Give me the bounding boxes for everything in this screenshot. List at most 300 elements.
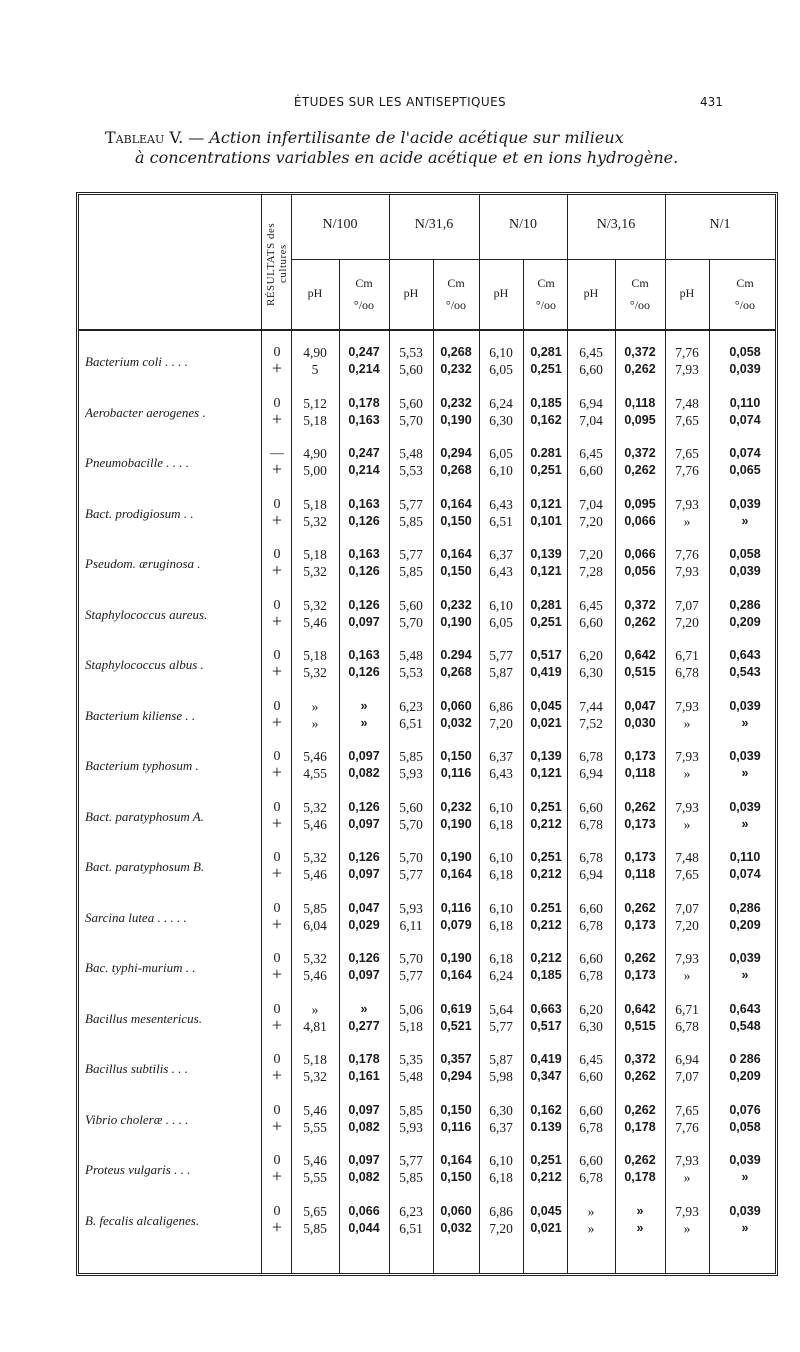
cm-value: 0,251 — [530, 463, 562, 477]
cm-value: 0,139 — [530, 547, 562, 561]
ph-value: » — [683, 715, 691, 731]
cm-value: 0,065 — [729, 463, 761, 477]
ph-value: 5,87 — [489, 1052, 513, 1067]
ph-value: 6,94 — [579, 867, 603, 882]
result-first: 0 — [273, 395, 281, 411]
ph-value: 5,60 — [399, 597, 423, 613]
ph-value: » — [311, 1001, 319, 1017]
cm-value: 0,212 — [530, 1170, 562, 1184]
ph-value: 6,45 — [579, 345, 603, 360]
cm-value: 0,126 — [348, 799, 380, 814]
cm-value: » — [360, 1001, 368, 1016]
organism-name: Aerobacter aerogenes . — [85, 404, 206, 420]
cm-value: 0,173 — [624, 850, 656, 864]
ph-value: 6,10 — [489, 1153, 513, 1168]
cm-value: 0,164 — [440, 867, 472, 881]
cm-value: 0,173 — [624, 816, 656, 831]
table-row — [79, 998, 775, 1044]
table-row — [79, 1048, 775, 1094]
ph-value: 6,45 — [579, 597, 603, 613]
cm-value: 0,173 — [624, 968, 656, 982]
ph-value: 6,60 — [579, 362, 603, 377]
cm-value: 0,209 — [729, 614, 761, 629]
cm-value: 0,294 — [440, 1069, 472, 1083]
ph-value: 5,93 — [399, 766, 423, 781]
cm-value: 0,643 — [729, 648, 761, 662]
cm-value: 0,212 — [530, 917, 562, 932]
cm-value: 0,372 — [624, 345, 656, 359]
cm-value: 0,262 — [624, 1153, 656, 1167]
ph-value: 5,46 — [303, 749, 327, 764]
organism-name: B. fecalis alcaligenes. — [85, 1212, 200, 1228]
ph-value: 6,60 — [579, 1069, 603, 1084]
ph-value: 5,48 — [399, 648, 423, 663]
ph-value: 5,70 — [399, 412, 423, 428]
ph-value: 7,20 — [489, 1220, 513, 1236]
organism-name: Bact. prodigiosum . . — [85, 505, 194, 521]
organism-name: Bacterium typhosum . — [85, 758, 199, 773]
organism-name: Bacterium kiliense . . — [85, 707, 196, 723]
cm-value: 0,543 — [729, 665, 761, 679]
cm-value: 0,116 — [440, 1119, 472, 1134]
cm-value: 0,185 — [530, 968, 562, 982]
ph-value: 4,55 — [303, 766, 327, 781]
cm-value: 0,277 — [348, 1018, 380, 1033]
ph-value: 7,20 — [489, 715, 513, 731]
ph-value: 7,48 — [675, 395, 699, 411]
cm-value: 0,060 — [440, 1203, 472, 1218]
cm-value: 0,357 — [440, 1052, 472, 1066]
cm-value: 0,163 — [348, 412, 380, 427]
cm-value: 0,262 — [624, 614, 656, 629]
ph-value: 5,18 — [303, 412, 327, 428]
ph-value: 6,18 — [489, 867, 513, 882]
caption-line-2: à concentrations variables en acide acétique et en ions hydrogène. — [135, 148, 679, 167]
result-first: 0 — [273, 1102, 281, 1118]
cm-value: 0,517 — [530, 1018, 562, 1033]
cm-value: 0,121 — [530, 496, 562, 511]
cm-value: 0,044 — [348, 1220, 380, 1235]
ph-value: 5,87 — [489, 665, 513, 680]
result-second: + — [271, 408, 283, 429]
cm-value: 0,045 — [530, 1203, 562, 1218]
ph-value: 5,32 — [303, 799, 327, 815]
ph-value: 6,60 — [579, 799, 603, 815]
cm-value: 0,076 — [729, 1102, 761, 1117]
ph-value: 5,60 — [399, 799, 423, 815]
cm-value: 0,066 — [624, 547, 656, 561]
ph-value: 6,23 — [399, 1203, 423, 1219]
ph-value: 7,04 — [579, 496, 603, 512]
ph-value: 5,32 — [303, 597, 327, 613]
ph-value: 7,93 — [675, 951, 699, 966]
ph-value: 6,43 — [489, 564, 513, 579]
cm-value: 0,262 — [624, 362, 656, 376]
cm-value: 0,209 — [729, 1069, 761, 1083]
cm-value: 0,294 — [440, 446, 472, 460]
ph-value: 5,35 — [399, 1052, 423, 1067]
cm-value: 0,521 — [440, 1018, 472, 1033]
cm-value: 0,642 — [624, 648, 656, 662]
cm-value: 0,251 — [530, 362, 562, 376]
cm-value: 0,214 — [348, 463, 380, 477]
result-first: 0 — [273, 900, 281, 916]
cm-value: 0.139 — [530, 1119, 562, 1134]
ph-subheader: pH — [583, 286, 599, 300]
cm-value: 0,060 — [440, 698, 472, 713]
cm-value: 0,251 — [530, 799, 562, 814]
cm-value: » — [741, 715, 749, 730]
ph-value: 6,43 — [489, 766, 513, 781]
cm-value: 0.294 — [440, 648, 472, 662]
cm-value: 0,126 — [348, 665, 380, 679]
ph-value: 7,65 — [675, 867, 699, 882]
cm-value: » — [360, 715, 368, 730]
table-row — [79, 543, 775, 589]
ph-value: 7,28 — [579, 564, 603, 579]
ph-value: 5,18 — [303, 1052, 327, 1067]
ph-value: 6,86 — [489, 1203, 513, 1219]
cm-value: 0.281 — [530, 446, 562, 460]
ph-value: 6,71 — [675, 1001, 699, 1017]
ph-value: 6,94 — [675, 1052, 699, 1067]
ph-value: 6,51 — [399, 715, 423, 731]
cm-value: 0,190 — [440, 951, 472, 965]
cm-value: 0,232 — [440, 799, 472, 814]
cm-value: 0,262 — [624, 799, 656, 814]
ph-value: 6,05 — [489, 614, 513, 630]
result-second: + — [271, 863, 283, 883]
ph-value: 6,10 — [489, 463, 513, 478]
table-row — [79, 493, 775, 539]
ph-value: 7,76 — [675, 1119, 699, 1135]
cm-value: 0,251 — [530, 1153, 562, 1167]
cm-value: 0,164 — [440, 1153, 472, 1167]
ph-value: 6,78 — [579, 850, 603, 865]
ph-value: 5,00 — [303, 463, 327, 478]
cm-value: 0,097 — [348, 1153, 380, 1167]
ph-value: 5,32 — [303, 850, 327, 865]
cm-value: 0,074 — [729, 446, 761, 460]
ph-value: 7,76 — [675, 463, 699, 478]
ph-value: 4,90 — [303, 446, 327, 461]
table-row — [79, 1099, 775, 1145]
cm-value: 0 286 — [729, 1052, 761, 1066]
ph-value: 5,53 — [399, 345, 423, 360]
ph-value: 6,78 — [675, 1018, 699, 1034]
ph-value: 7,07 — [675, 900, 699, 916]
ph-value: 5,77 — [399, 1153, 423, 1168]
ph-value: 7,65 — [675, 1102, 699, 1118]
ph-value: 5,18 — [303, 496, 327, 512]
result-second: + — [271, 610, 283, 631]
cm-value: 0,212 — [530, 867, 562, 881]
ph-subheader: pH — [493, 286, 509, 300]
cm-value: 0,039 — [729, 564, 761, 578]
result-first: 0 — [273, 951, 281, 966]
ph-value: 7,07 — [675, 597, 699, 613]
organism-name: Proteus vulgaris . . . — [85, 1162, 191, 1177]
ph-value: 5,32 — [303, 665, 327, 680]
cm-value: 0,164 — [440, 496, 472, 511]
cm-subheader — [341, 275, 387, 313]
ph-value: 6,60 — [579, 1102, 603, 1118]
ph-value: 6,60 — [579, 951, 603, 966]
ph-value: » — [683, 968, 691, 983]
ph-value: » — [683, 766, 691, 781]
ph-value: » — [683, 816, 691, 832]
result-first: 0 — [273, 547, 281, 562]
cm-value: 0,247 — [348, 345, 380, 359]
ph-value: 6,60 — [579, 463, 603, 478]
cm-value: 0,251 — [530, 614, 562, 629]
cm-value: 0,095 — [624, 412, 656, 427]
cm-value: » — [741, 1170, 749, 1184]
cm-value: 0,066 — [624, 513, 656, 528]
cm-value: 0,150 — [440, 564, 472, 578]
ph-value: 6,30 — [579, 665, 603, 680]
ph-value: 7,04 — [579, 412, 603, 428]
cm-value: 0,162 — [530, 412, 562, 427]
ph-value: 6,94 — [579, 766, 603, 781]
ph-value: 6,45 — [579, 446, 603, 461]
ph-value: 5,70 — [399, 816, 423, 832]
ph-value: 4,81 — [303, 1018, 327, 1034]
ph-value: 6,23 — [399, 698, 423, 714]
cm-symbol: Cm — [355, 276, 373, 290]
ph-subheader: pH — [679, 286, 695, 300]
page-number: 431 — [700, 95, 723, 109]
cm-symbol: Cm — [736, 276, 754, 290]
ph-value: 5,85 — [399, 1102, 423, 1118]
ph-value: 4,90 — [303, 345, 327, 360]
running-title: ÉTUDES SUR LES ANTISEPTIQUES — [293, 95, 507, 109]
cm-value: » — [741, 513, 749, 528]
cm-value: » — [636, 1203, 644, 1218]
ph-value: 5,32 — [303, 1069, 327, 1084]
ph-value: 6,24 — [489, 968, 513, 983]
rule — [291, 259, 775, 260]
ph-value: 6,11 — [399, 917, 423, 933]
ph-value: 7,44 — [579, 698, 603, 714]
cm-value: 0,097 — [348, 867, 380, 881]
organism-name: Bacterium coli . . . . — [85, 354, 188, 369]
cm-value: 0,517 — [530, 648, 562, 662]
ph-value: 6,37 — [489, 1119, 513, 1135]
group-header-n31-6: N/31,6 — [414, 217, 454, 232]
result-first: 0 — [273, 749, 281, 764]
cm-symbol: Cm — [631, 276, 649, 290]
table-caption — [105, 128, 725, 168]
cm-value: 0,097 — [348, 816, 380, 831]
cm-value: 0,039 — [729, 1153, 761, 1167]
cm-value: 0,110 — [729, 850, 761, 864]
cm-unit: °/oo — [734, 298, 756, 312]
ph-value: 7,76 — [675, 345, 699, 360]
ph-value: 5,85 — [399, 513, 423, 529]
ph-value: 7,48 — [675, 850, 699, 865]
cm-value: 0,150 — [440, 513, 472, 528]
ph-value: 5,85 — [399, 564, 423, 579]
table-row — [79, 392, 775, 438]
results-column-header: RÉSULTATS des cultures — [265, 222, 289, 306]
cm-value: 0,262 — [624, 900, 656, 915]
ph-value: 5,85 — [303, 900, 327, 916]
ph-value: 6,86 — [489, 698, 513, 714]
ph-value: 5,77 — [399, 867, 423, 882]
cm-value: 0,281 — [530, 345, 562, 359]
cm-value: 0,212 — [530, 816, 562, 831]
cm-value: 0,039 — [729, 799, 761, 814]
cm-value: » — [741, 816, 749, 831]
cm-value: 0,058 — [729, 1119, 761, 1134]
cm-value: 0,074 — [729, 867, 761, 881]
page-header — [0, 95, 800, 115]
cm-value: 0,030 — [624, 715, 656, 730]
cm-value: 0,079 — [440, 917, 472, 932]
cm-value: 0,164 — [440, 968, 472, 982]
ph-value: 6,78 — [579, 968, 603, 983]
cm-value: 0,161 — [348, 1069, 380, 1083]
ph-value: 7,20 — [579, 513, 603, 529]
ph-value: 6,43 — [489, 496, 513, 512]
cm-unit: °/oo — [629, 298, 651, 312]
cm-value: 0,039 — [729, 951, 761, 965]
cm-value: » — [741, 968, 749, 982]
organism-name: Vibrio choleræ . . . . — [85, 1111, 189, 1127]
ph-value: 6,60 — [579, 1153, 603, 1168]
ph-value: 6,10 — [489, 345, 513, 360]
cm-value: 0,047 — [348, 900, 380, 915]
result-second: + — [271, 1216, 283, 1237]
ph-value: 5,85 — [399, 749, 423, 764]
ph-value: 6,18 — [489, 1170, 513, 1185]
group-header-n100: N/100 — [322, 217, 358, 232]
group-header-n1: N/1 — [709, 217, 731, 232]
cm-value: 0,082 — [348, 1119, 380, 1134]
cm-symbol: Cm — [537, 276, 555, 290]
cm-value: 0,262 — [624, 463, 656, 477]
ph-value: 6,30 — [489, 1102, 513, 1118]
cm-value: 0,074 — [729, 412, 761, 427]
cm-value: 0,150 — [440, 1170, 472, 1184]
ph-value: » — [683, 1170, 691, 1185]
cm-value: 0,082 — [348, 1170, 380, 1184]
cm-value: 0,663 — [530, 1001, 562, 1016]
cm-value: 0,045 — [530, 698, 562, 713]
ph-value: 5,93 — [399, 900, 423, 916]
cm-value: 0,247 — [348, 446, 380, 460]
ph-value: » — [587, 1203, 595, 1219]
table-row — [79, 644, 775, 690]
ph-value: 5,85 — [399, 1170, 423, 1185]
ph-value: 7,65 — [675, 446, 699, 461]
ph-value: 6,78 — [579, 1170, 603, 1185]
cm-value: 0,116 — [440, 900, 472, 915]
cm-value: » — [741, 1220, 749, 1235]
cm-value: 0,047 — [624, 698, 656, 713]
cm-value: 0,039 — [729, 749, 761, 763]
result-second: + — [271, 1014, 283, 1035]
ph-value: 6,20 — [579, 648, 603, 663]
cm-value: 0,372 — [624, 446, 656, 460]
result-first: 0 — [273, 1052, 281, 1067]
ph-value: » — [587, 1220, 595, 1236]
cm-value: 0,095 — [624, 496, 656, 511]
cm-value: 0,372 — [624, 597, 656, 612]
ph-value: 5,48 — [399, 1069, 423, 1084]
cm-value: 0,097 — [348, 968, 380, 982]
ph-value: 5,53 — [399, 665, 423, 680]
ph-value: 5,77 — [489, 648, 513, 663]
ph-value: 5,32 — [303, 564, 327, 579]
ph-value: 6,78 — [579, 1119, 603, 1135]
cm-value: 0,178 — [348, 1052, 380, 1066]
ph-value: 5 — [311, 362, 319, 377]
cm-value: 0.251 — [530, 900, 562, 915]
ph-value: 5,48 — [399, 446, 423, 461]
cm-value: 0,515 — [624, 665, 656, 679]
result-first: — — [270, 446, 284, 461]
cm-value: 0,643 — [729, 1001, 761, 1016]
cm-value: 0,164 — [440, 547, 472, 561]
result-second: + — [271, 560, 283, 580]
cm-value: 0,101 — [530, 513, 562, 528]
cm-unit: °/oo — [535, 298, 557, 312]
cm-value: 0,039 — [729, 362, 761, 376]
cm-value: 0,029 — [348, 917, 380, 932]
ph-value: 5,60 — [399, 362, 423, 377]
cm-value: 0,173 — [624, 917, 656, 932]
ph-value: 6,78 — [579, 816, 603, 832]
cm-value: 0,286 — [729, 900, 761, 915]
result-second: + — [271, 711, 283, 732]
ph-value: 5,18 — [303, 648, 327, 663]
cm-value: 0,251 — [530, 850, 562, 864]
ph-value: 5,53 — [399, 463, 423, 478]
organism-name: Bact. paratyphosum A. — [85, 808, 204, 824]
ph-value: 5,93 — [399, 1119, 423, 1135]
cm-value: » — [741, 766, 749, 780]
organism-name: Bact. paratyphosum B. — [85, 859, 205, 874]
result-first: 0 — [273, 597, 281, 613]
cm-value: 0,190 — [440, 412, 472, 427]
ph-value: 6,78 — [579, 917, 603, 933]
cm-value: 0,058 — [729, 345, 761, 359]
organism-name: Bacillus subtilis . . . — [85, 1061, 188, 1076]
cm-value: 0,515 — [624, 1018, 656, 1033]
cm-value: 0,178 — [624, 1170, 656, 1184]
cm-value: 0,118 — [624, 867, 656, 881]
cm-value: 0,056 — [624, 564, 656, 578]
ph-value: 6,18 — [489, 816, 513, 832]
cm-value: 0,281 — [530, 597, 562, 612]
cm-value: 0,150 — [440, 1102, 472, 1117]
cm-value: 0,190 — [440, 816, 472, 831]
cm-value: 0,163 — [348, 648, 380, 662]
organism-name: Pseudom. æruginosa . — [85, 556, 201, 571]
ph-value: 6,78 — [579, 749, 603, 764]
cm-value: 0,118 — [624, 395, 656, 410]
cm-value: 0,262 — [624, 951, 656, 965]
result-first: 0 — [273, 496, 281, 512]
cm-value: 0,126 — [348, 951, 380, 965]
result-first: 0 — [273, 1203, 281, 1219]
cm-value: 0,268 — [440, 345, 472, 359]
cm-subheader — [525, 275, 567, 313]
ph-value: 6,10 — [489, 597, 513, 613]
group-header-n3-16: N/3,16 — [596, 217, 636, 232]
